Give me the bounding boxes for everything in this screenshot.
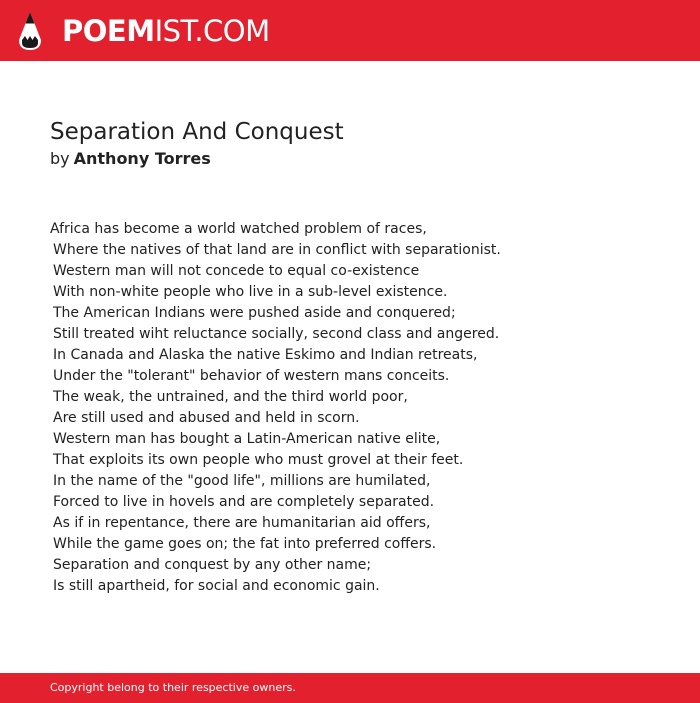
poem-line: Forced to live in hovels and are completely separated. <box>53 494 435 510</box>
site-footer <box>0 673 700 703</box>
poem-line: In the name of the "good life", millions are humilated, <box>53 473 431 489</box>
site-header <box>0 0 700 61</box>
poem-line: Africa has become a world watched problem of races, <box>50 221 427 237</box>
poem-line: The American Indians were pushed aside and conquered; <box>53 305 456 321</box>
poem-body <box>50 219 501 597</box>
poem-line: Are still used and abused and held in scorn. <box>53 410 360 426</box>
poem-line: While the game goes on; the fat into preferred coffers. <box>53 536 437 552</box>
poem-line: As if in repentance, there are humanitarian aid offers, <box>53 515 431 531</box>
poem-line: Is still apartheid, for social and economic gain. <box>53 578 380 594</box>
logo-light-text: IST.COM <box>154 14 270 48</box>
poem-line: Under the "tolerant" behavior of western mans conceits. <box>53 368 450 384</box>
by-label: by <box>50 149 70 168</box>
poem-line: Where the natives of that land are in conflict with separationist. <box>53 242 501 258</box>
poem-title: Separation And Conquest <box>50 119 344 145</box>
poem-line: Western man will not concede to equal co-existence <box>53 263 420 279</box>
poem-line: Still treated wiht reluctance socially, second class and angered. <box>53 326 500 342</box>
site-logo[interactable] <box>62 13 270 49</box>
logo-bold-text: POEM <box>62 14 155 48</box>
copyright-text: Copyright belong to their respective owners. <box>50 681 296 694</box>
poem-line: The weak, the untrained, and the third world poor, <box>53 389 408 405</box>
poem-line: Western man has bought a Latin-American native elite, <box>53 431 441 447</box>
author-name: Anthony Torres <box>73 149 211 168</box>
poem-line: With non-white people who live in a sub-level existence. <box>53 284 448 300</box>
byline <box>50 149 211 169</box>
poem-line: In Canada and Alaska the native Eskimo and Indian retreats, <box>53 347 478 363</box>
poem-line: That exploits its own people who must grovel at their feet. <box>53 452 464 468</box>
poem-line: Separation and conquest by any other name; <box>53 557 372 573</box>
pencil-logo-icon[interactable] <box>17 10 43 52</box>
